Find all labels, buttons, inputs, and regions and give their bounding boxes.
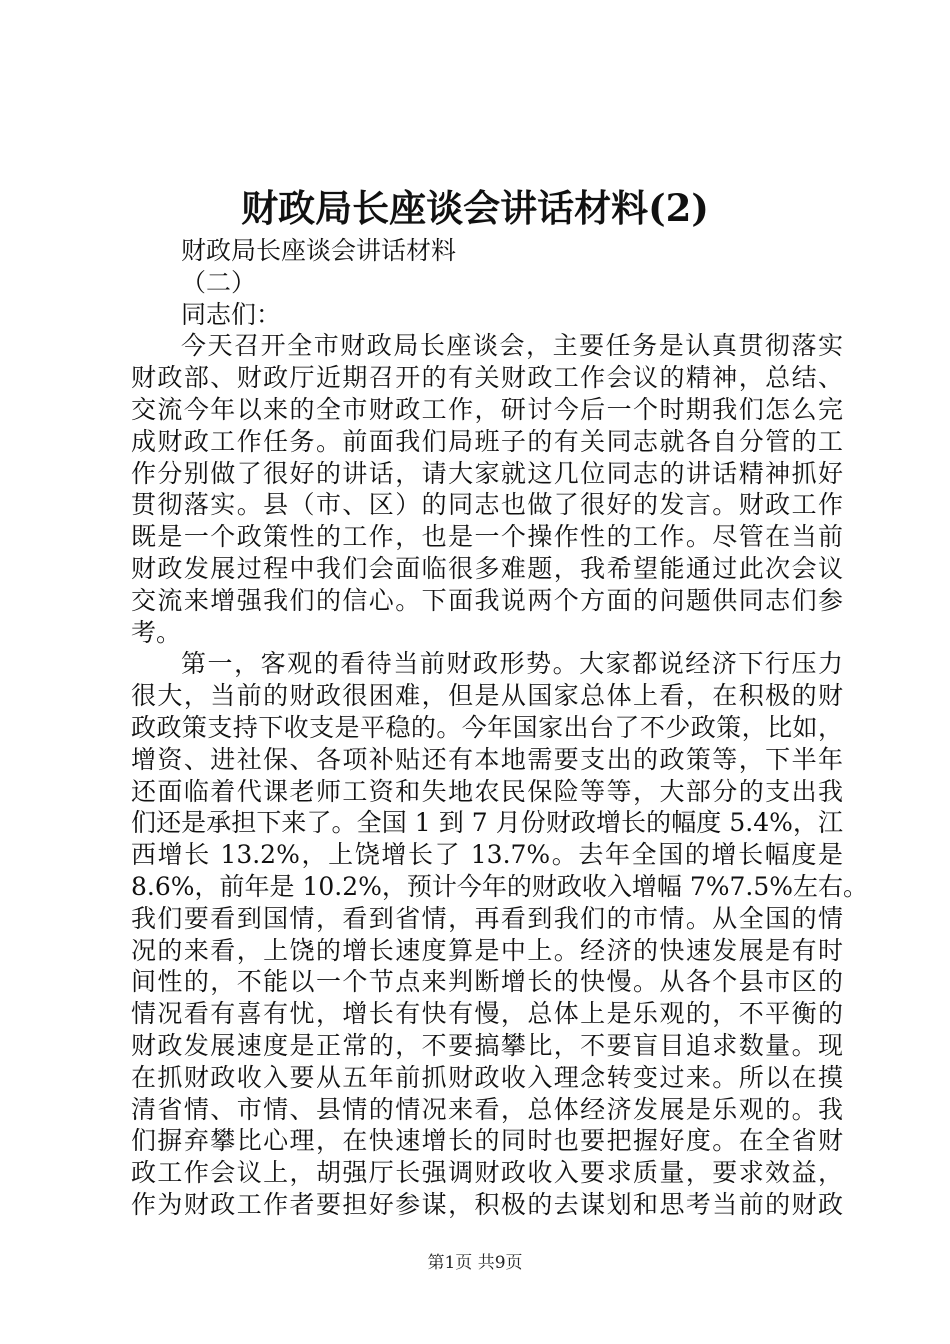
paragraph-line: 间性的，不能以一个节点来判断增长的快慢。从各个县市区的 [131,967,843,997]
paragraph-line: 西增长 13.2%，上饶增长了 13.7%。去年全国的增长幅度是 [131,840,843,870]
paragraph-line: 还面临着代课老师工资和失地农民保险等等，大部分的支出我 [131,776,843,806]
paragraph-line: 8.6%，前年是 10.2%，预计今年的财政收入增幅 7%7.5%左右。 [131,871,869,901]
paragraph-line: 财政部、财政厅近期召开的有关财政工作会议的精神，总结、 [131,363,843,393]
paragraph-line: 政工作会议上，胡强厅长强调财政收入要求质量，要求效益， [131,1158,843,1188]
document-body [131,235,869,1221]
subtitle-line: 财政局长座谈会讲话材料 [181,236,457,265]
paragraph-line: 交流来增强我们的信心。下面我说两个方面的问题供同志们参 [131,585,843,615]
paragraph-line: 情况看有喜有忧，增长有快有慢，总体上是乐观的，不平衡的 [131,999,843,1029]
paragraph-line: 况的来看，上饶的增长速度算是中上。经济的快速发展是有时 [131,935,843,965]
paragraph-line: 清省情、市情、县情的情况来看，总体经济发展是乐观的。我 [131,1094,843,1124]
paragraph-line: 财政发展速度是正常的，不要搞攀比，不要盲目追求数量。现 [131,1030,843,1060]
paragraph-line: 作为财政工作者要担好参谋，积极的去谋划和思考当前的财政 [131,1189,843,1219]
paragraph-line: 政政策支持下收支是平稳的。今年国家出台了不少政策，比如， [131,712,843,742]
paragraph-line: 很大，当前的财政很困难，但是从国家总体上看，在积极的财 [131,681,843,711]
paragraph-line: 财政发展过程中我们会面临很多难题，我希望能通过此次会议 [131,553,843,583]
paragraph-line: 在抓财政收入要从五年前抓财政收入理念转变过来。所以在摸 [131,1062,843,1092]
paragraph-line: 们还是承担下来了。全国 1 到 7 月份财政增长的幅度 5.4%，江 [131,808,843,838]
paragraph-line: 既是一个政策性的工作，也是一个操作性的工作。尽管在当前 [131,522,843,552]
document-title: 财政局长座谈会讲话材料(2) [241,186,709,230]
paragraph-line: 贯彻落实。县（市、区）的同志也做了很好的发言。财政工作 [131,490,843,520]
paragraph-line: 考。 [131,617,182,647]
paragraph-line: 第一，客观的看待当前财政形势。大家都说经济下行压力 [181,649,843,679]
subtitle-part-line: （二） [181,267,257,297]
paragraph-line: 们摒弃攀比心理，在快速增长的同时也要把握好度。在全省财 [131,1126,843,1156]
page-number-footer: 第1页 共9页 [427,1253,523,1273]
paragraph-line: 作分别做了很好的讲话，请大家就这几位同志的讲话精神抓好 [131,458,843,488]
paragraph-line: 我们要看到国情，看到省情，再看到我们的市情。从全国的情 [131,903,843,933]
paragraph-line: 增资、进社保、各项补贴还有本地需要支出的政策等，下半年 [131,744,843,774]
paragraph-line: 交流今年以来的全市财政工作，研讨今后一个时期我们怎么完 [131,394,843,424]
salutation-line: 同志们： [181,299,282,329]
paragraph-line: 成财政工作任务。前面我们局班子的有关同志就各自分管的工 [131,426,843,456]
paragraph-line: 今天召开全市财政局长座谈会，主要任务是认真贯彻落实 [181,331,843,361]
